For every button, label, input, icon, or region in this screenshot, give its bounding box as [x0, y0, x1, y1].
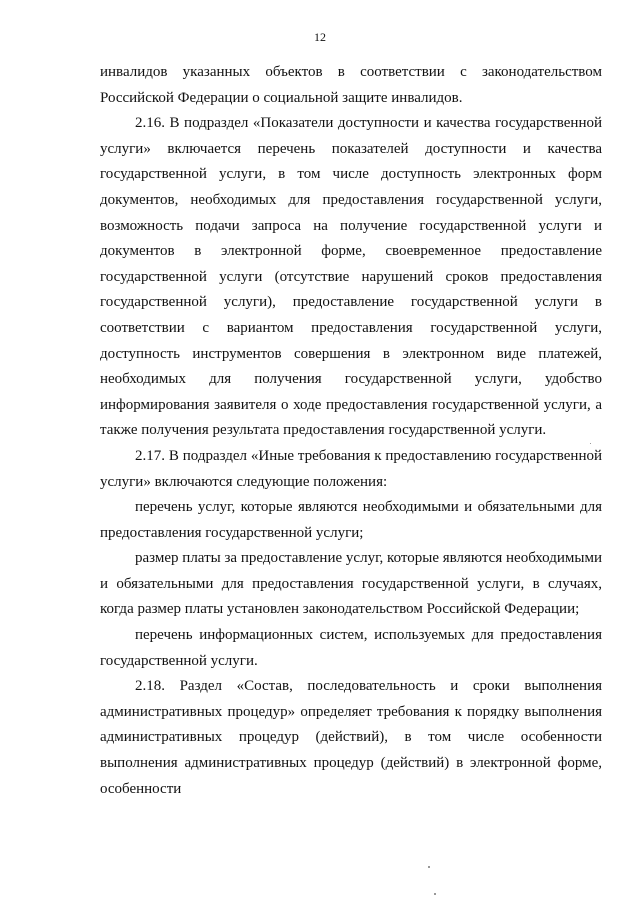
- document-body: [100, 60, 602, 802]
- page-number: 12: [314, 30, 326, 44]
- paragraph-information-systems: перечень информационных систем, используемых для предоставления государственной услуги.: [100, 627, 602, 669]
- paragraph-2-17: 2.17. В подраздел «Иные требования к предоставлению государственной услуги» включаются следующие положения:: [100, 447, 602, 490]
- scan-speck: [590, 443, 591, 444]
- paragraph-2-16: 2.16. В подраздел «Показатели доступности и качества государственной услуги» включается перечень показателей доступности и качества государственной услуги, в том числе доступность электронных форм документов, необходимых для предоставления государственной услуги, возможность подачи запроса на получение государственной услуги и документов в электронной форме, своевременное предоставление государственной услуги (отсутствие нарушений сроков предоставления государственной услуги), предоставление государственной услуги в соответствии с вариантом предоставления государственной услуги, доступность инструментов совершения в электронном виде платежей, необходимых для получения государственной услуги, удобство информирования заявителя о ходе предоставления государственной услуги, а также получения результата предоставления государственной услуги.: [100, 115, 602, 439]
- scan-speck: [434, 893, 436, 895]
- paragraph-fee-amount: размер платы за предоставление услуг, которые являются необходимыми и обязательными для предоставления государственной услуги, в случаях, когда размер платы установлен законодательством Российской Федерации;: [100, 550, 602, 618]
- scan-speck: [428, 866, 430, 868]
- paragraph-2-18: 2.18. Раздел «Состав, последовательность и сроки выполнения административных процедур» определяет требования к порядку выполнения административных процедур (действий), в том числе особенности выполнения административных процедур (действий) в электронной форме, особенности: [100, 678, 602, 797]
- paragraph-services-list: перечень услуг, которые являются необходимыми и обязательными для предоставления государственной услуги;: [100, 499, 602, 541]
- paragraph-continuation: инвалидов указанных объектов в соответствии с законодательством Российской Федерации о социальной защите инвалидов.: [100, 64, 602, 106]
